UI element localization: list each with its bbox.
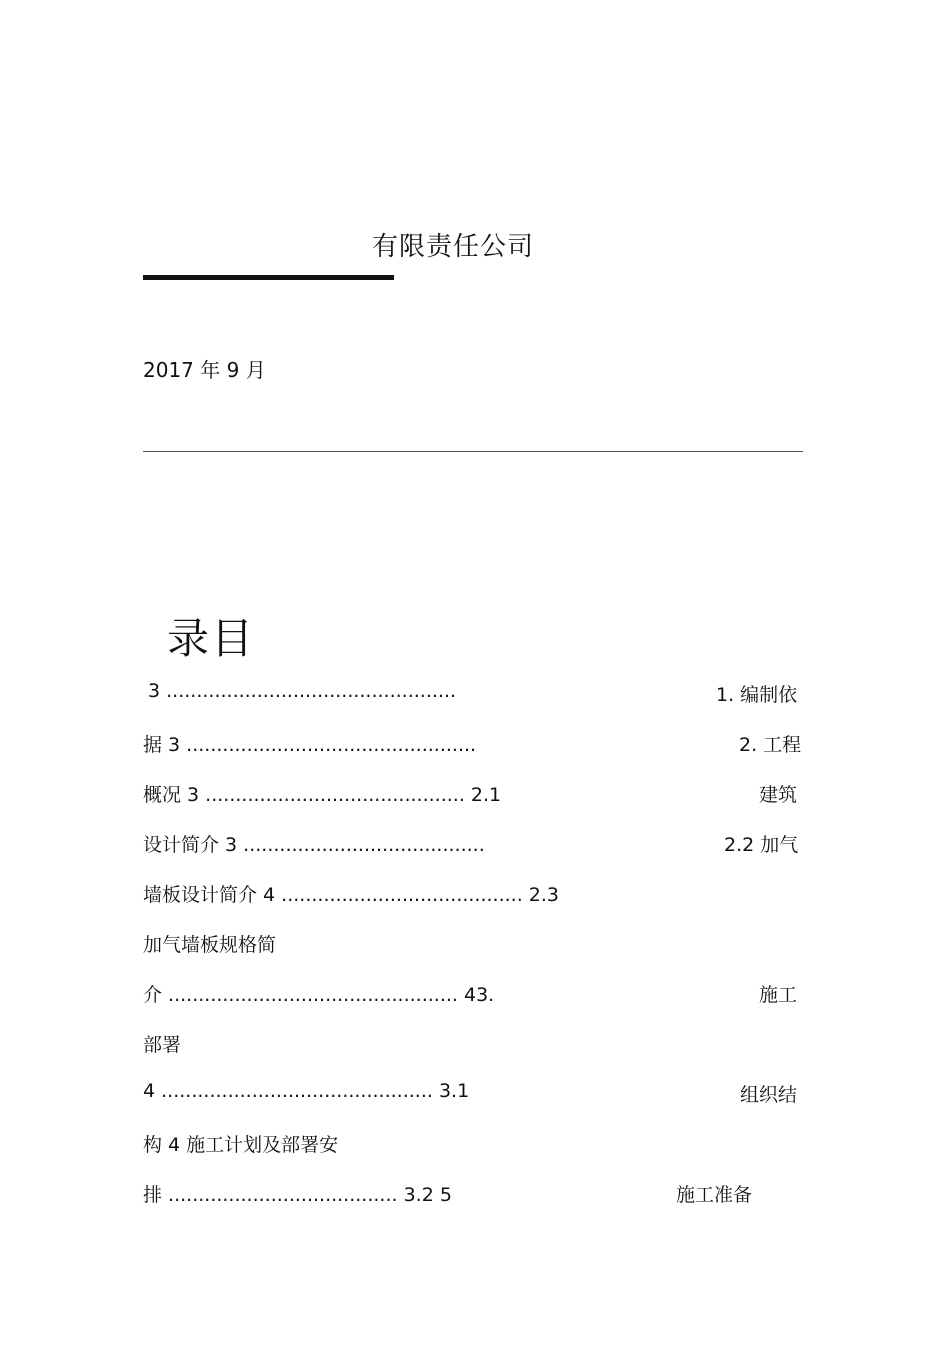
toc-line-left: 据 3 ................................................ <box>143 734 477 756</box>
toc-line-right: 施工 <box>759 984 798 1006</box>
toc-line-left: 介 ................................................ 43. <box>143 984 495 1006</box>
toc-line-right: 施工准备 <box>676 1184 753 1206</box>
toc-title: 录目 <box>167 614 256 663</box>
toc-line-left: 4 ............................................. 3.1 <box>143 1080 470 1102</box>
toc-line-right: 组织结 <box>740 1084 798 1106</box>
toc-line-left: 3 ................................................ <box>148 680 457 702</box>
document-date: 2017 年 9 月 <box>143 358 266 382</box>
toc-line-right: 1. 编制依 <box>716 684 798 706</box>
toc-line-left: 构 4 施工计划及部署安 <box>143 1134 339 1156</box>
toc-line-left: 设计简介 3 ........................................ <box>143 834 485 856</box>
toc-line-left: 部署 <box>143 1034 182 1056</box>
company-name: 有限责任公司 <box>372 232 535 262</box>
section-divider <box>143 451 803 452</box>
toc-line-left: 加气墙板规格简 <box>143 934 277 956</box>
toc-line-right: 2.2 加气 <box>724 834 799 856</box>
toc-line-right: 2. 工程 <box>739 734 802 756</box>
toc-line-left: 墙板设计简介 4 ........................................ 2.3 <box>143 884 560 906</box>
toc-line-right: 建筑 <box>759 784 798 806</box>
toc-line-left: 概况 3 ........................................... 2.1 <box>143 784 502 806</box>
toc-line-left: 排 ...................................... 3.2 5 <box>143 1184 452 1206</box>
title-underline <box>143 275 394 280</box>
